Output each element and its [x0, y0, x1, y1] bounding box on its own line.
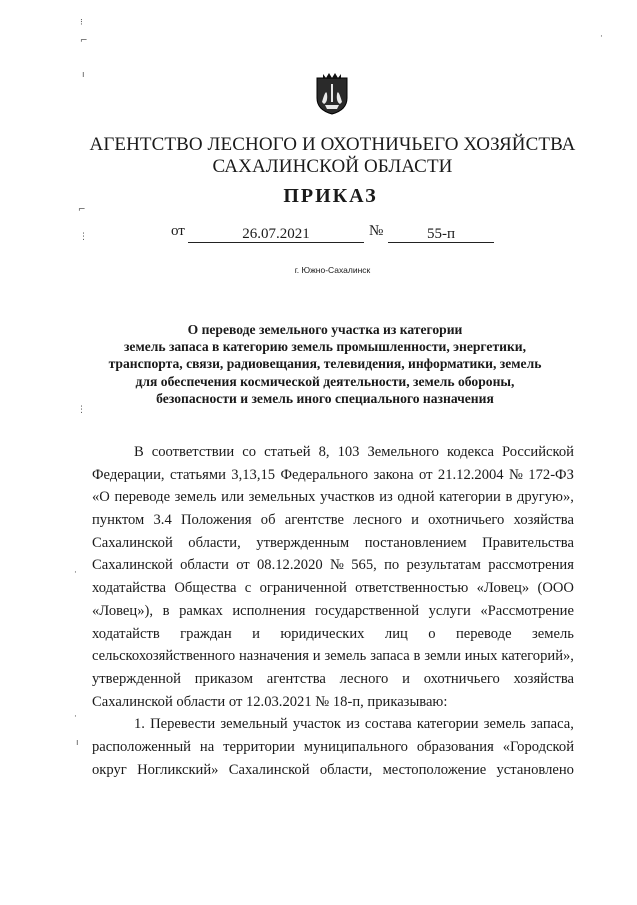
document-date: 26.07.2021 [242, 226, 310, 242]
body-word: охотничьего [423, 670, 500, 687]
subject-line: безопасности и земель иного специального назначения [156, 390, 494, 406]
order-subject [90, 321, 560, 407]
body-word: области, [319, 761, 373, 778]
body-word: земель [174, 489, 217, 506]
body-word: 3.4 [153, 512, 172, 529]
body-word: рамках [179, 602, 223, 619]
body-word: состава [364, 716, 412, 733]
subject-line: земель запаса в категорию земель промышленности, энергетики, [123, 339, 527, 355]
body-word: Российской [502, 444, 574, 460]
body-word: с [244, 580, 252, 597]
body-word: приказом [194, 670, 253, 687]
body-word: утвержденным [256, 534, 350, 551]
body-word: В [134, 444, 144, 460]
body-word: о [428, 625, 436, 642]
body-word: «Ловец» [476, 580, 530, 597]
scan-mark: ⋮ [79, 232, 88, 242]
subject-line: О переводе земельного участка из категории [187, 322, 463, 337]
body-word: Перевести [150, 716, 216, 733]
scan-mark: ⌐ [80, 36, 88, 46]
body-word: назначения [239, 648, 309, 665]
agency-name-line1: АГЕНТСТВО ЛЕСНОГО И ОХОТНИЧЬЕГО ХОЗЯЙСТВА [89, 134, 576, 155]
body-word: услуги [428, 602, 471, 619]
body-word: земельных [248, 489, 316, 506]
body-word: сельскохозяйственного [92, 648, 236, 665]
scan-mark: · [74, 712, 77, 722]
body-word: лесного [339, 670, 389, 687]
body-word: Сахалинской [92, 557, 173, 574]
body-word: 1. [134, 716, 145, 733]
document-number: 55-п [426, 226, 456, 242]
body-word: хозяйства [513, 670, 574, 687]
body-word: территории [223, 738, 295, 755]
body-word: № [508, 466, 523, 483]
body-word: округ [92, 761, 127, 778]
body-word: граждан [180, 625, 232, 642]
body-line [92, 600, 574, 623]
agency-name-line2: САХАЛИНСКОЙ ОБЛАСТИ [212, 156, 453, 177]
body-word: запаса [370, 648, 410, 665]
body-word: Правительства [482, 534, 574, 551]
body-line [92, 623, 574, 646]
body-word: расположенный [92, 738, 191, 755]
body-word: и [252, 625, 260, 642]
body-word: статьей [264, 444, 311, 460]
body-word: из [346, 716, 360, 733]
body-word: одной [397, 489, 435, 506]
body-word: ограниченной [259, 580, 347, 597]
body-word: ходатайства [92, 580, 167, 597]
body-line [92, 713, 574, 736]
body-word: другую», [516, 489, 574, 506]
body-word: земель [532, 625, 574, 642]
body-word: участков [320, 489, 375, 506]
body-word: агентства [266, 670, 326, 687]
body-word: 3,13,15 [231, 466, 276, 483]
body-word: иных [464, 648, 498, 665]
body-word: из [379, 489, 393, 506]
body-word: лиц [384, 625, 408, 642]
body-word: ходатайств [92, 625, 160, 642]
body-word: земли [424, 648, 461, 665]
body-word: исполнения [232, 602, 306, 619]
body-word: соответствии [151, 444, 235, 460]
body-line [92, 532, 574, 555]
body-word: в [505, 489, 513, 506]
body-word: и [312, 648, 321, 665]
subject-line: для обеспечения космической деятельности, земель обороны, [135, 373, 515, 389]
body-line: Сахалинской области от 12.03.2021 № 18-п, приказываю: [92, 693, 448, 710]
body-word: (ООО [537, 580, 574, 597]
body-word: от [236, 557, 250, 574]
body-line [92, 554, 574, 577]
body-word: № [329, 557, 344, 574]
body-word: хозяйства [513, 512, 574, 529]
body-line [92, 759, 574, 782]
body-word: образования [416, 738, 494, 755]
sakhalin-coat-of-arms-icon [314, 72, 350, 116]
body-word: закона [373, 466, 414, 483]
body-line [92, 736, 574, 759]
body-word: Положения [180, 512, 252, 529]
body-word: по [384, 557, 400, 574]
body-word: участок [292, 716, 342, 733]
scan-mark: ı [76, 738, 79, 748]
body-word: 103 [337, 444, 360, 460]
body-word: Федерального [280, 466, 369, 483]
body-word: от [419, 466, 433, 483]
body-word: 08.12.2020 [256, 557, 323, 574]
body-word: 565, [351, 557, 377, 574]
scan-mark: · [600, 32, 603, 42]
body-word: переводе [114, 489, 171, 506]
body-word: «Рассмотрение [480, 602, 574, 619]
body-word: категории [439, 489, 501, 506]
body-word: переводе [455, 625, 512, 642]
body-word: утвержденной [92, 670, 181, 687]
body-word: агентстве [284, 512, 345, 529]
body-word: ответственностью [355, 580, 469, 597]
body-word: и [411, 512, 419, 529]
body-word: установлено [496, 761, 574, 778]
document-type-title: ПРИКАЗ [283, 185, 378, 207]
body-word: Сахалинской [228, 761, 310, 778]
body-word: охотничьего [428, 512, 505, 529]
order-body [92, 441, 574, 781]
body-word: «О [92, 489, 110, 506]
body-word: Общества [174, 580, 237, 597]
body-word: Федерации, [92, 466, 165, 483]
body-line [92, 668, 574, 691]
body-word: Ногликский» [137, 761, 219, 778]
body-word: лесного [353, 512, 402, 529]
body-word: статьями [169, 466, 226, 483]
body-word: в [413, 648, 421, 665]
body-word: об [260, 512, 276, 529]
body-word: результатам [406, 557, 481, 574]
body-word: 8, [318, 444, 330, 460]
scan-mark: · [74, 568, 77, 578]
body-line [92, 464, 574, 487]
body-word: юридических [280, 625, 365, 642]
body-word: пунктом [92, 512, 145, 529]
body-word: земельный [220, 716, 288, 733]
body-word: или [221, 489, 245, 506]
body-word: области, [188, 534, 241, 551]
body-word: области [180, 557, 229, 574]
scan-mark: ⌐ [78, 205, 86, 215]
subject-line: транспорта, связи, радиовещания, телевидения, информатики, земель [108, 356, 542, 372]
body-line [92, 509, 574, 532]
number-label: № [369, 223, 384, 239]
scan-mark: ⋮ [77, 405, 86, 415]
body-word: земель [324, 648, 367, 665]
date-label: от [171, 223, 185, 239]
body-word: категорий», [501, 648, 574, 665]
body-word: муниципального [303, 738, 408, 755]
body-word: Сахалинской [92, 534, 173, 551]
body-word: местоположение [382, 761, 487, 778]
body-word: кодекса [446, 444, 494, 460]
body-word: земель [483, 716, 526, 733]
body-word: категории [416, 716, 479, 733]
body-word: «Городской [502, 738, 574, 755]
scan-mark: ı [82, 70, 85, 80]
city-name: г. Южно-Сахалинск [294, 265, 371, 275]
body-line [92, 577, 574, 600]
body-line [92, 441, 574, 464]
body-word: государственной [315, 602, 420, 619]
body-word: «Ловец»), [92, 602, 154, 619]
body-word: запаса, [530, 716, 574, 733]
body-word: рассмотрения [488, 557, 574, 574]
body-word: в [162, 602, 170, 619]
body-line [92, 486, 574, 509]
body-word: Земельного [367, 444, 439, 460]
body-word: со [242, 444, 257, 460]
body-word: и [402, 670, 410, 687]
body-word: 21.12.2004 [437, 466, 504, 483]
body-line [92, 645, 574, 668]
body-word: 172-ФЗ [528, 466, 574, 483]
scan-mark: ⁝ [80, 18, 83, 28]
body-word: на [199, 738, 215, 755]
body-word: постановлением [364, 534, 467, 551]
